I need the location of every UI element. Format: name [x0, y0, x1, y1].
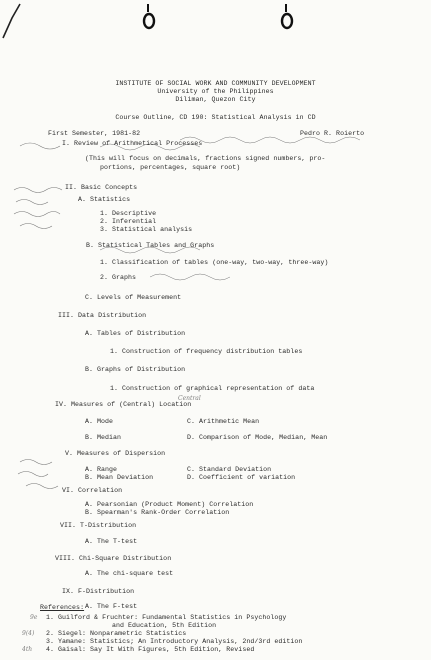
outline-iv-d: D. Comparison of Mode, Median, Mean [187, 434, 328, 441]
references-heading: References: [40, 604, 85, 611]
punch-mark-right [282, 4, 292, 28]
outline-viii: VIII. Chi-Square Distribution [55, 555, 172, 562]
handwritten-ref-mark-1: 9e [30, 614, 38, 621]
reference-1-cont: and Education, 5th Edition [112, 622, 217, 629]
outline-vii: VII. T-Distribution [60, 522, 137, 529]
outline-viii-a: A. The chi-square test [85, 570, 174, 577]
handwritten-ref-mark-2: 9(4) [22, 630, 35, 637]
outline-ii-b2: 2. Graphs [100, 274, 137, 281]
instructor: Pedro R. Roierto [300, 130, 365, 137]
reference-3-number: 3. [46, 638, 55, 645]
outline-iii-a: A. Tables of Distribution [85, 330, 186, 337]
outline-ii-a: A. Statistics [78, 196, 131, 203]
handwritten-central: Central [178, 395, 201, 402]
punch-mark-left [144, 4, 154, 28]
reference-2: Siegel: Nonparametric Statistics [58, 630, 187, 637]
outline-iv-c: C. Arithmetic Mean [187, 418, 260, 425]
reference-1-number: 1. [46, 614, 55, 621]
outline-iii: III. Data Distribution [58, 312, 147, 319]
outline-ii-a3: 3. Statistical analysis [100, 226, 193, 233]
reference-2-number: 2. [46, 630, 55, 637]
outline-v-b: B. Mean Deviation [85, 474, 154, 481]
outline-ii-b: B. Statistical Tables and Graphs [86, 242, 215, 249]
outline-i-note: (This will focus on decimals, fractions signed numbers, pro- [85, 155, 326, 162]
outline-iv: IV. Measures of (Central) Location [55, 401, 192, 408]
location: Diliman, Quezon City [175, 96, 256, 103]
outline-iii-b1: 1. Construction of graphical representation of data [110, 385, 315, 392]
reference-3: Yamane: Statistics; An Introductory Analysis, 2nd/3rd edition [58, 638, 303, 645]
outline-iii-a1: 1. Construction of frequency distribution tables [110, 348, 303, 355]
outline-i-note-cont: portions, percentages, square root) [100, 164, 241, 171]
outline-iv-b: B. Median [85, 434, 122, 441]
outline-ii: II. Basic Concepts [65, 184, 138, 191]
handwritten-ref-mark-3: 4th [22, 646, 33, 653]
outline-ii-c: C. Levels of Measurement [85, 294, 182, 301]
outline-iv-a: A. Mode [85, 418, 114, 425]
outline-ii-a1: 1. Descriptive [100, 210, 157, 217]
course-title: Course Outline, CD 190: Statistical Analysis in CD [115, 114, 316, 121]
institute-name: INSTITUTE OF SOCIAL WORK AND COMMUNITY DEVELOPMENT [115, 80, 316, 87]
outline-ix-a: A. The F-test [85, 603, 138, 610]
outline-v: V. Measures of Dispersion [65, 450, 166, 457]
outline-v-c: C. Standard Deviation [187, 466, 272, 473]
outline-vi-b: B. Spearman's Rank-Order Correlation [85, 509, 230, 516]
outline-vi: VI. Correlation [62, 487, 123, 494]
reference-1: Guilford & Fruchter: Fundamental Statistics in Psychology [58, 614, 287, 621]
outline-v-d: D. Coefficient of variation [187, 474, 296, 481]
semester: First Semester, 1981-82 [48, 130, 141, 137]
outline-ii-b1: 1. Classification of tables (one-way, two-way, three-way) [100, 259, 329, 266]
outline-iii-b: B. Graphs of Distribution [85, 366, 186, 373]
outline-ix: IX. F-Distribution [62, 588, 135, 595]
outline-vii-a: A. The T-test [85, 538, 138, 545]
outline-vi-a: A. Pearsonian (Product Moment) Correlation [85, 501, 254, 508]
outline-v-a: A. Range [85, 466, 118, 473]
reference-4: Gaisal: Say It With Figures, 5th Edition, Revised [58, 646, 255, 653]
university-name: University of the Philippines [157, 88, 274, 95]
outline-ii-a2: 2. Inferential [100, 218, 157, 225]
outline-i: I. Review of Arithmetical Processes [62, 140, 203, 147]
reference-4-number: 4. [46, 646, 55, 653]
